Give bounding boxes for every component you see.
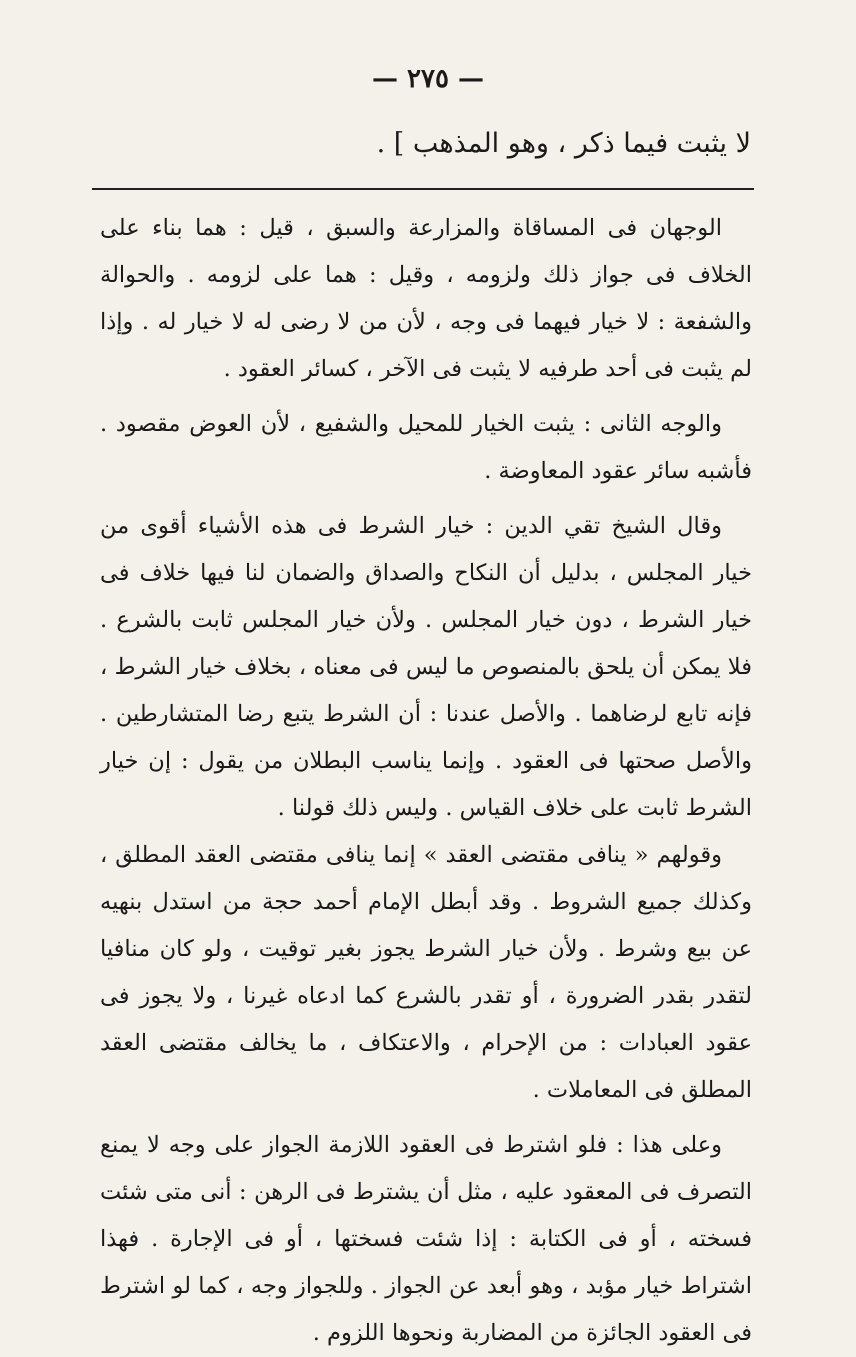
paragraph: وقال الشيخ تقي الدين : خيار الشرط فى هذه الأشياء أقوى من خيار المجلس ، بدليل أن النكاح والصداق والضمان لنا فيها خلاف فى خيار الشرط ، دون خيار المجلس . ولأن خيار المجلس ثابت بالشرع . فلا يمكن أن يلحق بالمنصوص ما ليس فى معناه ، بخلاف خيار الشرط ، فإنه تابع لرضاهما . والأصل عندنا : أن الشرط يتبع رضا المتشارطين . والأصل صحتها فى العقود . وإنما يناسب البطلان من يقول : إن خيار الشرط ثابت على خلاف القياس . وليس ذلك قولنا . xyxy=(100,513,752,821)
footnote-separator-rule xyxy=(92,188,754,190)
footnote-body xyxy=(100,205,752,1357)
carry-over-line: لا يثبت فيما ذكر ، وهو المذهب ] . xyxy=(376,128,751,159)
paragraph: وقولهم « ينافى مقتضى العقد » إنما ينافى مقتضى العقد المطلق ، وكذلك جميع الشروط . وقد أبطل الإمام أحمد حجة من استدل بنهيه عن بيع وشرط . ولأن خيار الشرط يجوز بغير توقيت ، ولو كان منافيا لتقدر بقدر الضرورة ، أو تقدر بالشرع كما ادعاه غيرنا ، ولا يجوز فى عقود العبادات : من الإحرام ، والاعتكاف ، ما يخالف مقتضى العقد المطلق فى المعاملات . xyxy=(100,842,752,1103)
paragraph: الوجهان فى المساقاة والمزارعة والسبق ، قيل : هما بناء على الخلاف فى جواز ذلك ولزومه ، وقيل : هما على لزومه . والحوالة والشفعة : لا خيار فيهما فى وجه ، لأن من لا رضى له لا خيار له . وإذا لم يثبت فى أحد طرفيه لا يثبت فى الآخر ، كسائر العقود . xyxy=(100,215,752,382)
paragraph: وعلى هذا : فلو اشترط فى العقود اللازمة الجواز على وجه لا يمنع التصرف فى المعقود عليه ، مثل أن يشترط فى الرهن : أنى متى شئت فسخته ، أو فى الكتابة : إذا شئت فسختها ، أو فى الإجارة . فهذا اشتراط خيار مؤبد ، وهو أبعد عن الجواز . وللجواز وجه ، كما لو اشترط فى العقود الجائزة من المضاربة ونحوها اللزوم . xyxy=(100,1132,752,1346)
page-number: — ٢٧٥ — xyxy=(371,64,485,94)
paragraph: والوجه الثانى : يثبت الخيار للمحيل والشفيع ، لأن العوض مقصود . فأشبه سائر عقود المعاوضة . xyxy=(100,411,752,484)
